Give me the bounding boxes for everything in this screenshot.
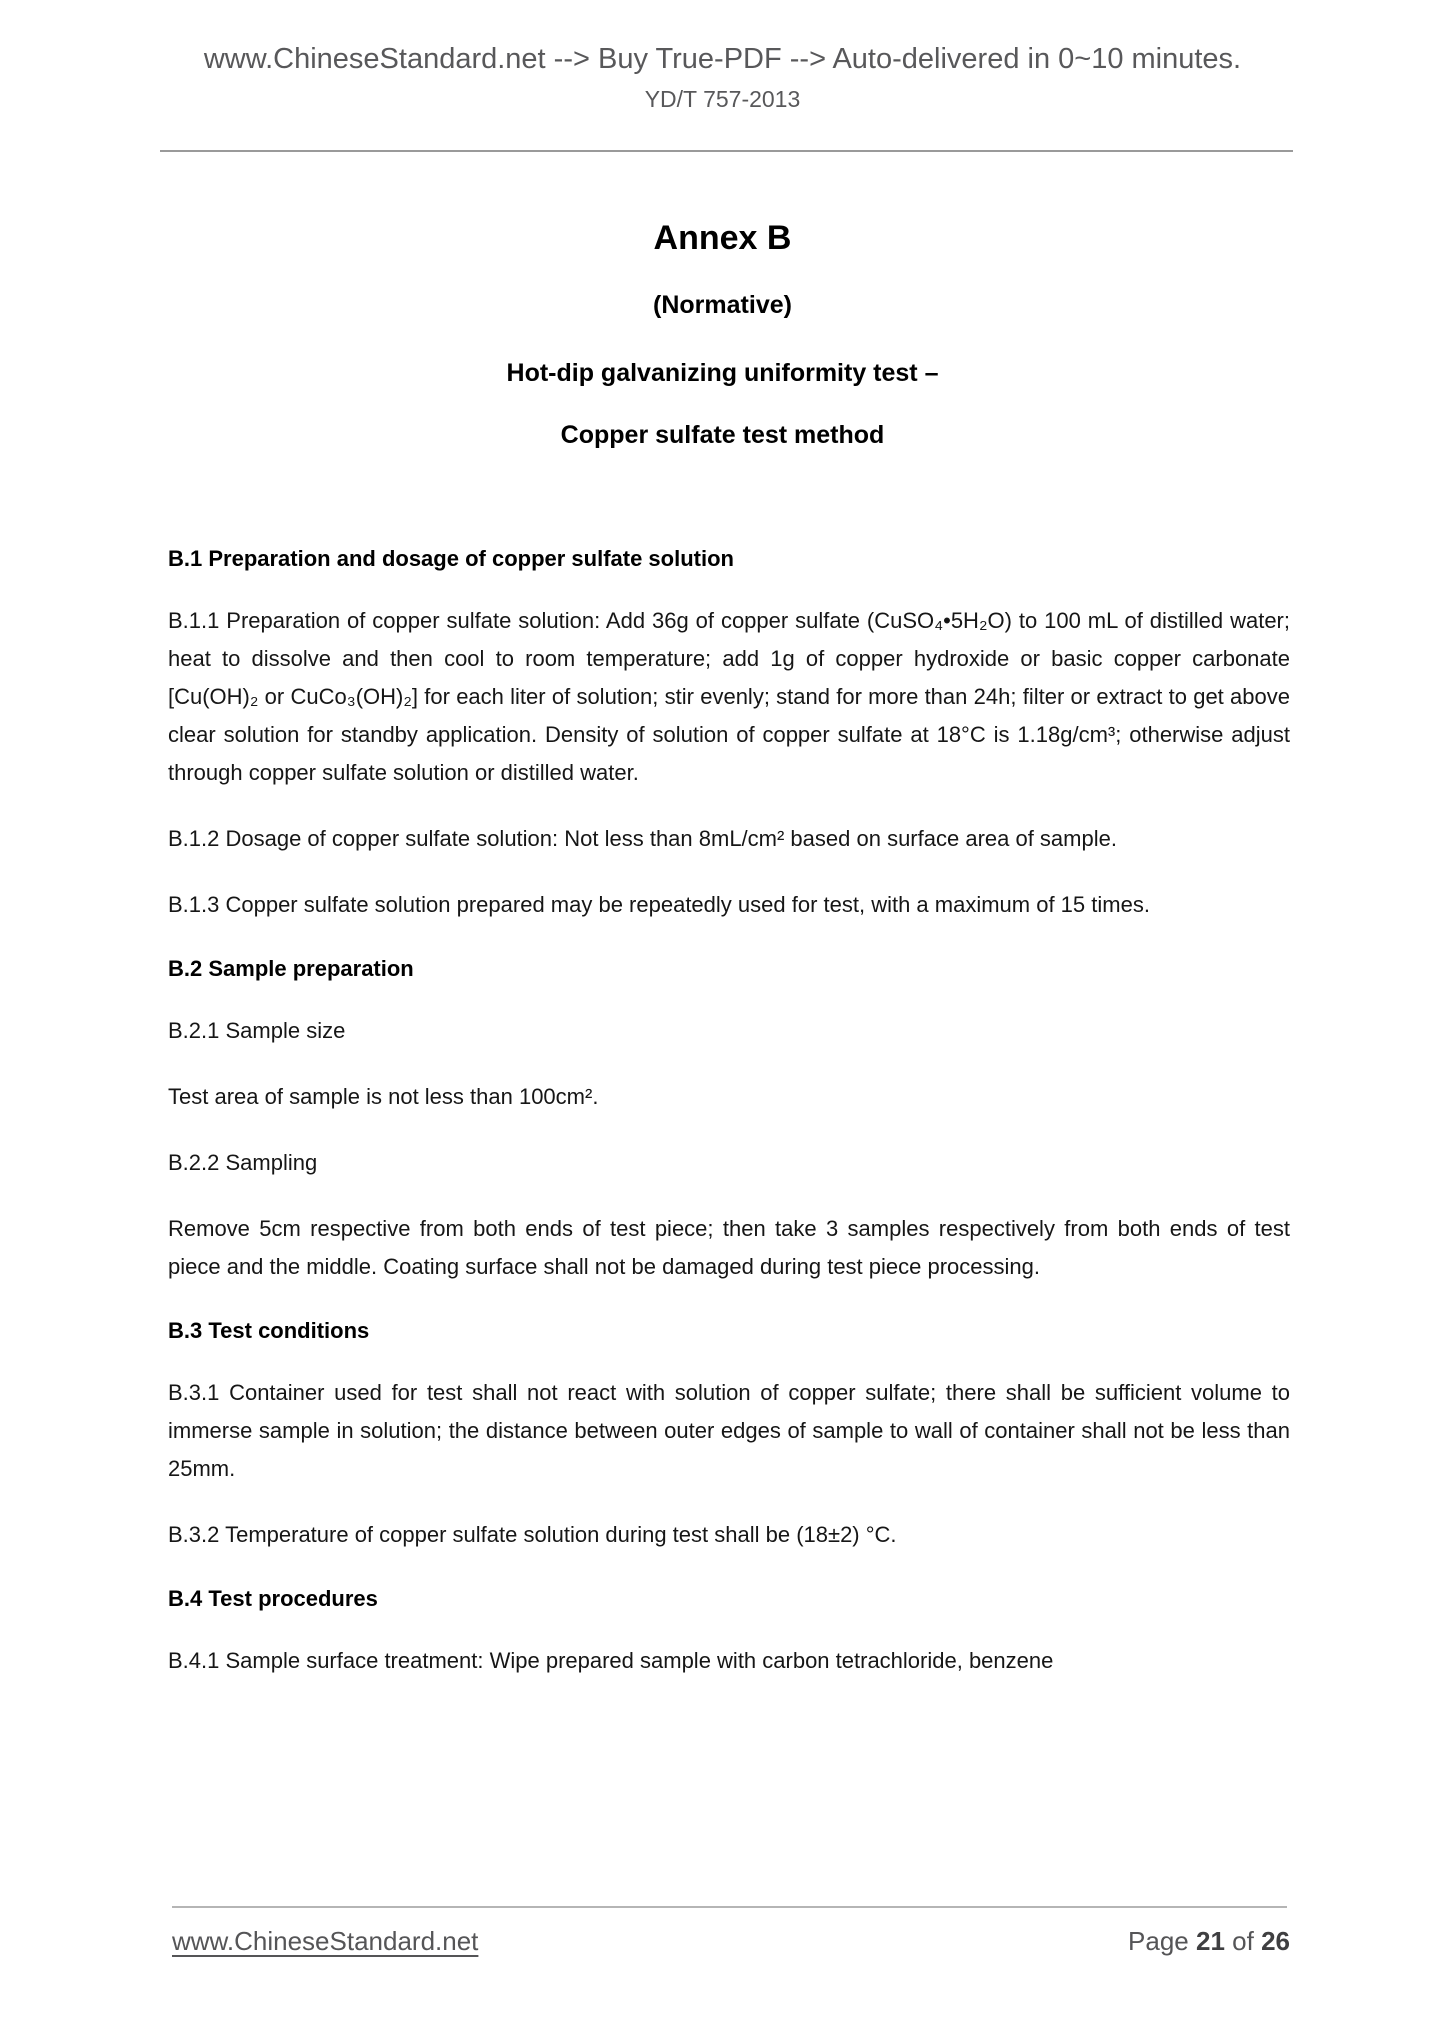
page-of-word: of: [1232, 1926, 1254, 1956]
body-paragraph: B.1.2 Dosage of copper sulfate solution: Not less than 8mL/cm² based on surface area of sample.: [168, 826, 1117, 851]
section-heading: B.3 Test conditions: [168, 1318, 370, 1343]
page-word: Page: [1128, 1926, 1189, 1956]
page-number-total: 26: [1261, 1926, 1290, 1956]
page-header: [0, 0, 1445, 113]
annex-subtitle-line2: Copper sulfate test method: [560, 421, 885, 449]
body-paragraph: B.1.3 Copper sulfate solution prepared may be repeatedly used for test, with a maximum of 15 times.: [168, 892, 1150, 917]
body-paragraph: B.1.1 Preparation of copper sulfate solution: Add 36g of copper sulfate (CuSO₄•5H₂O) to 100 mL of distilled water; heat to dissolve and then cool to room temperature; add 1g of copper hydroxide or basic copper carbonate [Cu(OH)₂ or CuCo₃(OH)₂] for each liter of solution; stir evenly; stand for more than 24h; filter or extract to get above clear solution for standby application. Density of solution of copper sulfate at 18°C is 1.18g/cm³; otherwise adjust through copper sulfate solution or distilled water.: [168, 608, 1290, 785]
normative-label: (Normative): [653, 291, 792, 319]
footer-divider: [172, 1906, 1287, 1908]
standard-doc-code: YD/T 757-2013: [644, 86, 801, 112]
body-paragraph: Remove 5cm respective from both ends of test piece; then take 3 samples respectively from both ends of test piece and the middle. Coating surface shall not be damaged during test piece processing.: [168, 1216, 1290, 1279]
document-body: [0, 544, 1445, 1680]
body-paragraph: B.4.1 Sample surface treatment: Wipe prepared sample with carbon tetrachloride, benzene: [168, 1648, 1054, 1673]
header-tagline: www.ChineseStandard.net --> Buy True-PDF --> Auto-delivered in 0~10 minutes.: [203, 43, 1242, 75]
title-block: [0, 218, 1445, 450]
annex-subtitle-line1: Hot-dip galvanizing uniformity test –: [506, 359, 939, 387]
page-footer: [0, 1906, 1445, 1957]
body-paragraph: B.3.1 Container used for test shall not react with solution of copper sulfate; there shall be sufficient volume to immerse sample in solution; the distance between outer edges of sample to wall of container shall not be less than 25mm.: [168, 1380, 1290, 1481]
section-heading: B.1 Preparation and dosage of copper sulfate solution: [168, 546, 734, 571]
body-paragraph: B.3.2 Temperature of copper sulfate solution during test shall be (18±2) °C.: [168, 1522, 897, 1547]
section-heading: B.4 Test procedures: [168, 1586, 378, 1611]
page-number-current: 21: [1196, 1926, 1225, 1956]
body-paragraph: Test area of sample is not less than 100cm².: [168, 1084, 599, 1109]
header-divider: [160, 150, 1293, 152]
footer-row: [172, 1926, 1290, 1957]
body-paragraph: B.2.1 Sample size: [168, 1018, 346, 1043]
footer-site-link[interactable]: www.ChineseStandard.net: [172, 1926, 479, 1956]
annex-title: Annex B: [653, 219, 792, 257]
page-indicator: [1128, 1926, 1290, 1957]
body-paragraph: B.2.2 Sampling: [168, 1150, 318, 1175]
section-heading: B.2 Sample preparation: [168, 956, 414, 981]
